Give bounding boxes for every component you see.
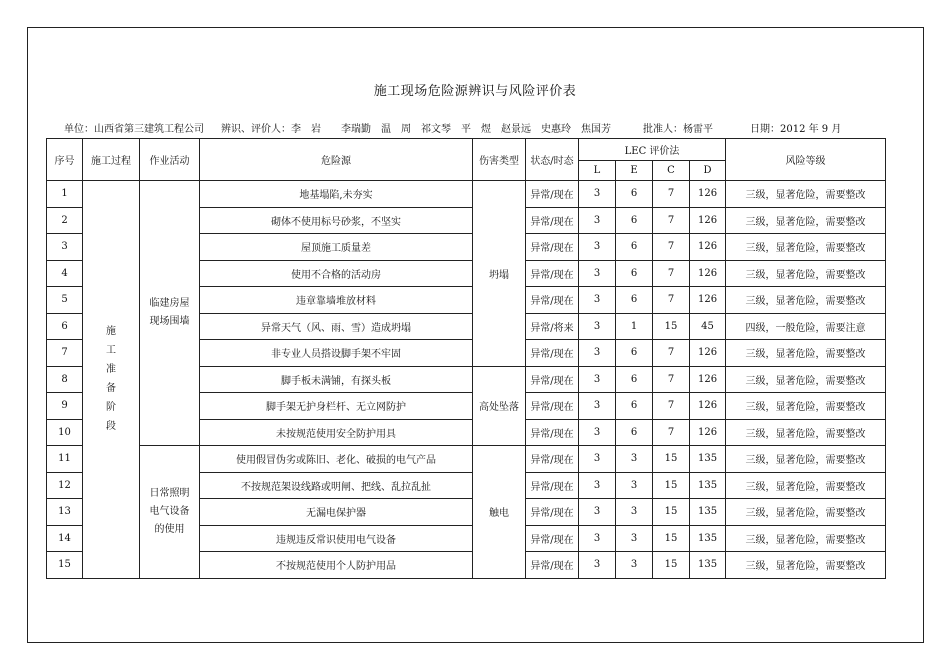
e-value: 3: [616, 446, 653, 473]
hazard-cell: 脚手架无护身栏杆、无立网防护: [200, 393, 473, 420]
row-number: 1: [47, 181, 83, 208]
activity-cell: [140, 446, 200, 579]
l-value: 3: [579, 552, 616, 579]
l-value: 3: [579, 366, 616, 393]
hazard-cell: 违规违反常识使用电气设备: [200, 525, 473, 552]
hazard-cell: 非专业人员搭设脚手架不牢固: [200, 340, 473, 367]
c-value: 7: [653, 419, 690, 446]
d-value: 135: [690, 525, 726, 552]
row-number: 10: [47, 419, 83, 446]
e-value: 6: [616, 393, 653, 420]
header-state: 状态/时态: [526, 139, 579, 181]
risk-level-cell: 三级，显著危险，需要整改: [726, 419, 886, 446]
header-no: 序号: [47, 139, 83, 181]
state-cell: 异常/现在: [526, 181, 579, 208]
e-value: 6: [616, 181, 653, 208]
e-value: 3: [616, 525, 653, 552]
c-value: 15: [653, 499, 690, 526]
hazard-cell: 砌体不使用标号砂浆，不坚实: [200, 207, 473, 234]
state-cell: 异常/现在: [526, 340, 579, 367]
row-number: 13: [47, 499, 83, 526]
hazard-cell: 使用假冒伪劣或陈旧、老化、破损的电气产品: [200, 446, 473, 473]
d-value: 126: [690, 260, 726, 287]
state-cell: 异常/现在: [526, 287, 579, 314]
c-value: 15: [653, 313, 690, 340]
row-number: 8: [47, 366, 83, 393]
e-value: 6: [616, 366, 653, 393]
state-cell: 异常/将来: [526, 313, 579, 340]
l-value: 3: [579, 207, 616, 234]
risk-level-cell: 三级，显著危险，需要整改: [726, 499, 886, 526]
c-value: 15: [653, 525, 690, 552]
state-cell: 异常/现在: [526, 393, 579, 420]
hazard-cell: 屋顶施工质量差: [200, 234, 473, 261]
c-value: 7: [653, 234, 690, 261]
c-value: 7: [653, 393, 690, 420]
c-value: 7: [653, 181, 690, 208]
d-value: 45: [690, 313, 726, 340]
d-value: 126: [690, 207, 726, 234]
e-value: 6: [616, 287, 653, 314]
d-value: 135: [690, 472, 726, 499]
state-cell: 异常/现在: [526, 552, 579, 579]
state-cell: 异常/现在: [526, 260, 579, 287]
process-char: 阶: [106, 402, 116, 414]
row-number: 4: [47, 260, 83, 287]
row-number: 5: [47, 287, 83, 314]
header-c: C: [653, 161, 690, 181]
l-value: 3: [579, 419, 616, 446]
table-row: [47, 446, 886, 473]
d-value: 126: [690, 340, 726, 367]
d-value: 135: [690, 552, 726, 579]
process-char: 备: [106, 383, 116, 395]
c-value: 15: [653, 446, 690, 473]
risk-level-cell: 三级，显著危险，需要整改: [726, 207, 886, 234]
c-value: 7: [653, 287, 690, 314]
l-value: 3: [579, 499, 616, 526]
l-value: 3: [579, 525, 616, 552]
row-number: 7: [47, 340, 83, 367]
row-number: 6: [47, 313, 83, 340]
d-value: 126: [690, 287, 726, 314]
table-body: [47, 181, 886, 579]
risk-level-cell: 三级，显著危险，需要整改: [726, 393, 886, 420]
risk-level-cell: 三级，显著危险，需要整改: [726, 472, 886, 499]
hazard-cell: 异常天气（风、雨、雪）造成坍塌: [200, 313, 473, 340]
header-d: D: [690, 161, 726, 181]
c-value: 7: [653, 366, 690, 393]
state-cell: 异常/现在: [526, 366, 579, 393]
unit-label: 单位：山西省第三建筑工程公司: [64, 124, 204, 135]
l-value: 3: [579, 287, 616, 314]
e-value: 3: [616, 499, 653, 526]
state-cell: 异常/现在: [526, 499, 579, 526]
c-value: 7: [653, 207, 690, 234]
hazard-cell: 使用不合格的活动房: [200, 260, 473, 287]
risk-level-cell: 三级，显著危险，需要整改: [726, 260, 886, 287]
e-value: 6: [616, 207, 653, 234]
activity-line: 日常照明: [149, 487, 190, 499]
l-value: 3: [579, 313, 616, 340]
e-value: 3: [616, 472, 653, 499]
identifiers-label: 辨识、评价人：李 岩 李瑞勤 温 周 祁文琴 平 煜 赵景远 史惠玲 焦国芳: [221, 124, 611, 135]
risk-level-cell: 三级，显著危险，需要整改: [726, 181, 886, 208]
l-value: 3: [579, 472, 616, 499]
l-value: 3: [579, 446, 616, 473]
row-number: 3: [47, 234, 83, 261]
header-l: L: [579, 161, 616, 181]
header-harm: 伤害类型: [473, 139, 526, 181]
harm-cell: 坍塌: [473, 181, 526, 367]
c-value: 15: [653, 552, 690, 579]
risk-level-cell: 三级，显著危险，需要整改: [726, 366, 886, 393]
state-cell: 异常/现在: [526, 446, 579, 473]
c-value: 7: [653, 260, 690, 287]
risk-assessment-table: [46, 138, 886, 579]
d-value: 135: [690, 499, 726, 526]
e-value: 1: [616, 313, 653, 340]
process-char: 施: [106, 326, 116, 338]
process-char: 准: [106, 364, 116, 376]
e-value: 3: [616, 552, 653, 579]
header-row: [47, 139, 886, 161]
header-activity: 作业活动: [140, 139, 200, 181]
e-value: 6: [616, 419, 653, 446]
row-number: 12: [47, 472, 83, 499]
header-process: 施工过程: [83, 139, 140, 181]
risk-level-cell: 四级，一般危险，需要注意: [726, 313, 886, 340]
header-lec: LEC 评价法: [579, 139, 726, 161]
e-value: 6: [616, 340, 653, 367]
hazard-cell: 脚手板未满铺，有探头板: [200, 366, 473, 393]
row-number: 15: [47, 552, 83, 579]
process-cell: [83, 181, 140, 579]
date-label: 日期：2012 年 9 月: [750, 124, 842, 135]
hazard-cell: 地基塌陷,未夯实: [200, 181, 473, 208]
state-cell: 异常/现在: [526, 419, 579, 446]
l-value: 3: [579, 340, 616, 367]
row-number: 14: [47, 525, 83, 552]
risk-level-cell: 三级，显著危险，需要整改: [726, 446, 886, 473]
risk-level-cell: 三级，显著危险，需要整改: [726, 340, 886, 367]
l-value: 3: [579, 393, 616, 420]
row-number: 9: [47, 393, 83, 420]
c-value: 15: [653, 472, 690, 499]
d-value: 135: [690, 446, 726, 473]
approver-label: 批准人：杨雷平: [643, 124, 713, 135]
hazard-cell: 不按规范使用个人防护用品: [200, 552, 473, 579]
state-cell: 异常/现在: [526, 234, 579, 261]
risk-level-cell: 三级，显著危险，需要整改: [726, 525, 886, 552]
hazard-cell: 不按规范架设线路或明闸、把线、乱拉乱扯: [200, 472, 473, 499]
risk-level-cell: 三级，显著危险，需要整改: [726, 287, 886, 314]
hazard-cell: 无漏电保护器: [200, 499, 473, 526]
e-value: 6: [616, 234, 653, 261]
d-value: 126: [690, 366, 726, 393]
header-e: E: [616, 161, 653, 181]
risk-level-cell: 三级，显著危险，需要整改: [726, 234, 886, 261]
harm-cell: 触电: [473, 446, 526, 579]
e-value: 6: [616, 260, 653, 287]
activity-line: 电气设备: [149, 505, 190, 517]
process-char: 工: [106, 345, 116, 357]
header-risk: 风险等级: [726, 139, 886, 181]
table-row: [47, 181, 886, 208]
activity-cell: [140, 181, 200, 446]
l-value: 3: [579, 260, 616, 287]
row-number: 11: [47, 446, 83, 473]
hazard-cell: 未按规范使用安全防护用具: [200, 419, 473, 446]
state-cell: 异常/现在: [526, 207, 579, 234]
risk-level-cell: 三级，显著危险，需要整改: [726, 552, 886, 579]
d-value: 126: [690, 234, 726, 261]
l-value: 3: [579, 234, 616, 261]
state-cell: 异常/现在: [526, 472, 579, 499]
hazard-cell: 违章靠墙堆放材料: [200, 287, 473, 314]
row-number: 2: [47, 207, 83, 234]
d-value: 126: [690, 419, 726, 446]
c-value: 7: [653, 340, 690, 367]
d-value: 126: [690, 181, 726, 208]
state-cell: 异常/现在: [526, 525, 579, 552]
l-value: 3: [579, 181, 616, 208]
activity-line: 的使用: [154, 523, 185, 535]
activity-line: 现场围墙: [149, 316, 190, 327]
process-char: 段: [106, 421, 116, 433]
activity-line: 临建房屋: [149, 298, 190, 309]
harm-cell: 高处坠落: [473, 366, 526, 446]
d-value: 126: [690, 393, 726, 420]
header-hazard: 危险源: [200, 139, 473, 181]
page-title: 施工现场危险源辨识与风险评价表: [373, 84, 577, 99]
